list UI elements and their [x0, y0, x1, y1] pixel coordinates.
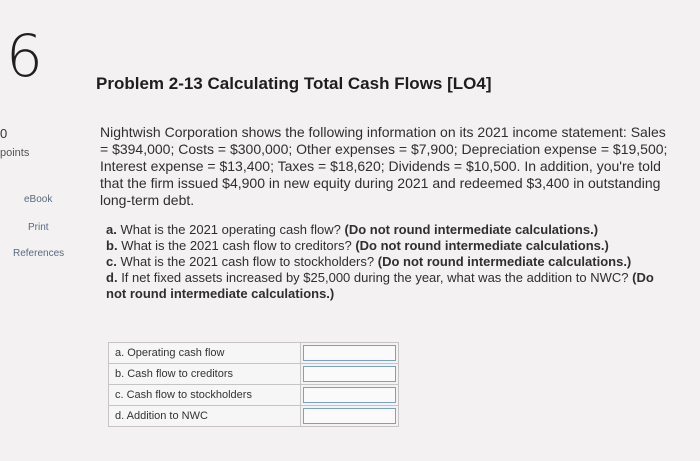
addition-to-nwc-input[interactable]	[303, 408, 396, 424]
answer-label: d. Addition to NWC	[109, 406, 301, 427]
question-label: b.	[106, 238, 118, 253]
question-list	[106, 222, 676, 302]
answer-cell	[300, 385, 398, 406]
question-number: 6	[6, 22, 43, 90]
answer-row	[109, 406, 399, 427]
question-item	[106, 270, 676, 302]
points-label: points	[0, 147, 30, 159]
answer-label: b. Cash flow to creditors	[109, 364, 301, 385]
question-text: What is the 2021 operating cash flow?	[120, 222, 341, 237]
question-note: (Do not round intermediate calculations.)	[355, 238, 609, 253]
answer-cell	[300, 343, 398, 364]
question-label: d.	[106, 270, 118, 285]
answer-cell	[300, 364, 398, 385]
cash-flow-to-stockholders-input[interactable]	[303, 387, 396, 403]
question-text: What is the 2021 cash flow to creditors?	[121, 238, 352, 253]
operating-cash-flow-input[interactable]	[303, 345, 396, 361]
question-note: (Do not round intermediate calculations.)	[344, 222, 599, 237]
question-note: (Do not round intermediate calculations.)	[377, 254, 632, 269]
answer-cell	[300, 406, 398, 427]
question-item	[106, 222, 676, 238]
problem-title: Problem 2-13 Calculating Total Cash Flows [LO4]	[96, 74, 492, 93]
answer-label: a. Operating cash flow	[109, 343, 301, 364]
print-link[interactable]: Print	[28, 222, 49, 233]
question-note: (Do not round intermediate calculations.)	[106, 270, 654, 301]
question-text: If net fixed assets increased by $25,000 during the year, what was the addition to NWC?	[121, 270, 629, 285]
question-item	[106, 238, 676, 254]
answer-label: c. Cash flow to stockholders	[109, 385, 301, 406]
references-link[interactable]: References	[13, 248, 65, 259]
problem-statement: Nightwish Corporation shows the following information on its 2021 income statement: Sales = $394,000; Costs = $300,000; Other expenses = $7,900; Depreciation expense = $19,500; Interest expense = $13,400; Taxes = $18,620; Dividends = $10,500. In addition, you're told that the firm issued $4,900 in new equity during 2021 and redeemed $3,400 in outstanding long-term debt.	[100, 124, 668, 208]
question-label: c.	[106, 254, 117, 269]
answer-row	[109, 343, 399, 364]
answer-row	[109, 385, 399, 406]
question-text: What is the 2021 cash flow to stockholders?	[120, 254, 375, 269]
answer-table	[108, 342, 399, 427]
ebook-link[interactable]: eBook	[24, 194, 53, 205]
question-label: a.	[106, 222, 117, 237]
question-item	[106, 254, 676, 270]
cash-flow-to-creditors-input[interactable]	[303, 366, 396, 382]
answer-row	[109, 364, 399, 385]
points-value: 0	[0, 126, 8, 141]
